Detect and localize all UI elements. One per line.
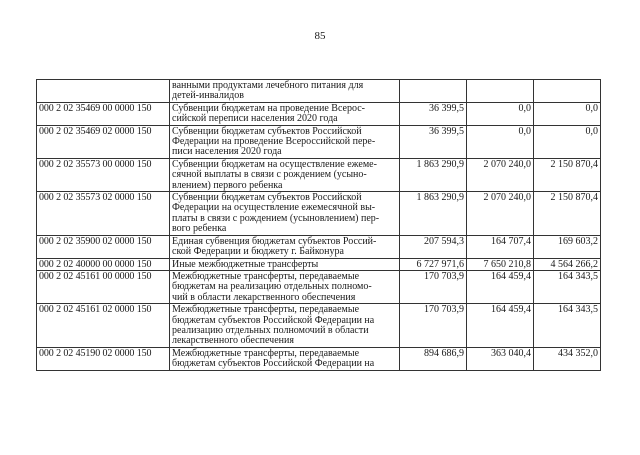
amount-v2020: 170 703,9: [400, 270, 467, 303]
budget-classification-code: 000 2 02 40000 00 0000 150: [37, 258, 170, 270]
amount-v2021: 7 650 210,8: [467, 258, 534, 270]
amount-v2020: 1 863 290,9: [400, 192, 467, 236]
amount-v2021: 2 070 240,0: [467, 192, 534, 236]
amount-v2021: 2 070 240,0: [467, 158, 534, 191]
table-row: [37, 235, 601, 258]
revenue-description: [170, 270, 400, 303]
amount-v2020: 894 686,9: [400, 347, 467, 370]
description-line: Федерации на осуществление ежемесячной вы-: [172, 202, 376, 214]
description-line: бюджетам субъектов Российской Федерации на: [172, 358, 375, 370]
description-line: лекарственного обеспечения: [172, 335, 294, 347]
revenue-description: [170, 192, 400, 236]
table-row: [37, 270, 601, 303]
budget-classification-code: 000 2 02 35469 02 0000 150: [37, 125, 170, 158]
description-line: Субвенции бюджетам на проведение Всерос-: [172, 102, 365, 114]
amount-v2020: 207 594,3: [400, 235, 467, 258]
budget-classification-code: [37, 80, 170, 103]
page-number: 85: [314, 30, 326, 42]
amount-v2022: 4 564 266,2: [534, 258, 601, 270]
budget-revenue-table: [36, 79, 601, 371]
amount-v2022: 164 343,5: [534, 304, 601, 348]
budget-classification-code: 000 2 02 45190 02 0000 150: [37, 347, 170, 370]
amount-v2020: 6 727 971,6: [400, 258, 467, 270]
description-line: бюджетам субъектов Российской Федерации на: [172, 314, 375, 326]
amount-v2021: 164 459,4: [467, 270, 534, 303]
revenue-description: [170, 258, 400, 270]
budget-classification-code: 000 2 02 35573 02 0000 150: [37, 192, 170, 236]
revenue-description: [170, 80, 400, 103]
amount-v2020: 36 399,5: [400, 125, 467, 158]
budget-classification-code: 000 2 02 45161 02 0000 150: [37, 304, 170, 348]
description-line: вого ребенка: [172, 223, 227, 235]
amount-v2022: 0,0: [534, 102, 601, 125]
table-row: [37, 258, 601, 270]
amount-v2022: 2 150 870,4: [534, 158, 601, 191]
amount-v2022: 2 150 870,4: [534, 192, 601, 236]
description-line: платы в связи с рождением (усыновлением) пер-: [172, 212, 380, 224]
budget-classification-code: 000 2 02 35900 02 0000 150: [37, 235, 170, 258]
table-row: [37, 125, 601, 158]
description-line: Межбюджетные трансферты, передаваемые: [172, 270, 360, 282]
description-line: Субвенции бюджетам субъектов Российской: [172, 192, 362, 204]
revenue-description: [170, 158, 400, 191]
amount-v2021: 0,0: [467, 102, 534, 125]
table-row: [37, 347, 601, 370]
amount-v2021: 164 459,4: [467, 304, 534, 348]
description-line: сячной выплаты в связи с рождением (усыно-: [172, 169, 367, 181]
revenue-description: [170, 125, 400, 158]
revenue-description: [170, 235, 400, 258]
description-line: Субвенции бюджетам на осуществление ежеме-: [172, 158, 377, 170]
description-line: бюджетам на реализацию отдельных полномо-: [172, 281, 372, 293]
revenue-description: [170, 347, 400, 370]
amount-v2022: 164 343,5: [534, 270, 601, 303]
budget-classification-code: 000 2 02 35469 00 0000 150: [37, 102, 170, 125]
description-line: ванными продуктами лечебного питания для: [172, 80, 364, 91]
table-row: [37, 102, 601, 125]
amount-v2022: 169 603,2: [534, 235, 601, 258]
amount-v2021: 363 040,4: [467, 347, 534, 370]
description-line: ской Федерации и бюджету г. Байконура: [172, 246, 344, 258]
revenue-description: [170, 304, 400, 348]
description-line: Единая субвенция бюджетам субъектов Россий-: [172, 235, 377, 247]
description-line: чий в области лекарственного обеспечения: [172, 291, 356, 303]
amount-v2021: 164 707,4: [467, 235, 534, 258]
table-row: [37, 80, 601, 103]
budget-classification-code: 000 2 02 45161 00 0000 150: [37, 270, 170, 303]
description-line: Межбюджетные трансферты, передаваемые: [172, 304, 360, 316]
table-row: [37, 192, 601, 236]
description-line: писи населения 2020 года: [172, 146, 282, 158]
amount-v2022: 434 352,0: [534, 347, 601, 370]
amount-v2021: [467, 80, 534, 103]
description-line: реализацию отдельных полномочий в области: [172, 324, 369, 336]
amount-v2020: [400, 80, 467, 103]
description-line: Межбюджетные трансферты, передаваемые: [172, 347, 360, 359]
description-line: Субвенции бюджетам субъектов Российской: [172, 125, 362, 137]
budget-classification-code: 000 2 02 35573 00 0000 150: [37, 158, 170, 191]
table-row: [37, 304, 601, 348]
description-line: Федерации на проведение Всероссийской пере-: [172, 136, 376, 148]
amount-v2020: 36 399,5: [400, 102, 467, 125]
amount-v2020: 170 703,9: [400, 304, 467, 348]
amount-v2021: 0,0: [467, 125, 534, 158]
revenue-description: [170, 102, 400, 125]
description-line: сийской переписи населения 2020 года: [172, 113, 338, 125]
table-body: [37, 80, 601, 371]
amount-v2022: [534, 80, 601, 103]
description-line: влением) первого ребенка: [172, 179, 283, 191]
amount-v2020: 1 863 290,9: [400, 158, 467, 191]
amount-v2022: 0,0: [534, 125, 601, 158]
table-row: [37, 158, 601, 191]
description-line: детей-инвалидов: [172, 90, 244, 102]
description-line: Иные межбюджетные трансферты: [172, 258, 319, 270]
